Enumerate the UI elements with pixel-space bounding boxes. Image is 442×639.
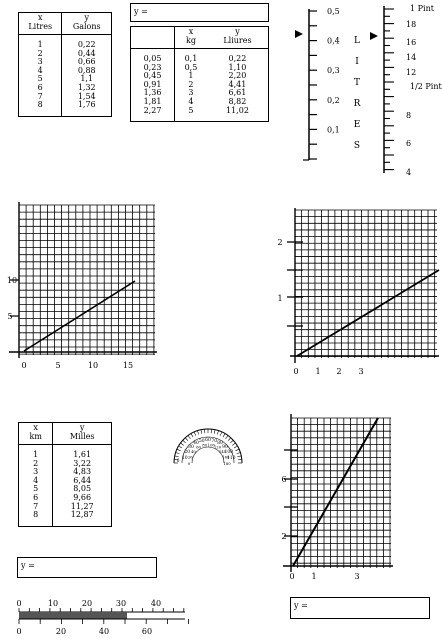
table-cell: 3 [37,57,43,67]
scale-label: 6 [406,139,412,148]
ruler-bar [19,612,127,619]
table-cell: 11,02 [226,105,249,115]
ruler-label-top: 20 [81,599,93,608]
answer-label: y = [294,601,308,610]
vertical-letter: R [353,99,361,109]
table-cell: 8,05 [53,485,112,494]
ruler-label-top: 10 [47,599,59,608]
table-cell: 4 [33,475,39,485]
dial-tick [191,434,193,437]
table-row [19,35,112,50]
dial-label: 0 [176,459,180,464]
scale-label: 0,3 [327,66,340,76]
table-cell: 12,87 [53,511,112,526]
dial-tick [185,438,188,441]
header-y-lliures: y Lliures [207,27,269,49]
header-x-km: x km [19,423,53,445]
table-row [19,67,112,76]
table-cell: 6,44 [53,477,112,486]
table-cell: 6,61 [228,88,247,98]
table-cell: 0,5 [175,64,207,73]
table-cell: 0,22 [62,35,112,50]
table-cell: 0,45 [143,71,162,81]
dial-tick [237,452,241,453]
ruler-label-bottom: 40 [98,627,110,636]
kg-table-body [131,49,269,122]
x-tick-label: 0 [293,367,299,376]
graph-left [5,200,165,390]
pointer-arrow-icon [370,32,378,40]
dial-tick [179,446,182,448]
x-tick-label: 5 [55,361,61,370]
dial-label: 10 [181,455,188,461]
dial-tick [194,432,196,436]
table-cell: 0,91 [143,79,162,89]
dial-tick [180,443,183,445]
table-cell: 7 [37,91,43,101]
ruler-label-bottom: 60 [141,627,153,636]
scale-label: 1/2 Pint [410,82,442,91]
dial-tick [217,431,218,435]
speedometer-icon [168,415,248,475]
table-row [19,511,112,526]
graph-bottom-grid [291,418,391,568]
table-cell: 2,27 [143,105,162,115]
dial-tick [230,440,233,443]
x-tick-label: 15 [122,361,134,370]
dial-tick [228,438,231,441]
table-cell: 2 [175,81,207,90]
scale-label: 0,2 [327,95,340,105]
table-cell: 1,36 [143,88,162,98]
dial-label: 50 [198,438,205,444]
table-cell: 11,27 [53,503,112,512]
litres-scale [295,5,361,175]
dial-label: 100 [224,450,234,455]
answer-box-bottom-left[interactable] [17,557,157,578]
scale-label: 18 [406,20,417,29]
table-cell: 4 [37,65,43,75]
header-y-milles: y Milles [53,423,112,445]
pints-scale [370,3,440,178]
table-cell: 4,41 [228,79,247,89]
dial-tick [214,430,215,434]
y-tick-label: 6 [281,475,287,484]
scale-label: 12 [406,68,417,77]
dial-label: 0 [187,461,191,466]
table-row [19,84,112,93]
table-cell: 1,81 [143,96,162,106]
dial-tick [175,456,179,457]
scale-label: 8 [406,111,412,120]
answer-label: y = [21,561,35,570]
ruler-label-top: 30 [115,599,127,608]
litres-galons-table [18,12,112,117]
table-row [19,50,112,59]
x-tick-label: 3 [354,572,360,581]
x-tick-label: 0 [289,572,295,581]
table-cell: 0,44 [62,50,112,59]
table-cell: 7 [33,501,39,511]
table-cell: 6 [33,492,39,502]
table-cell: 0,88 [62,67,112,76]
dial-tick [226,435,228,438]
table-cell: 1,32 [62,84,112,93]
table-row [19,58,112,67]
table-cell: 3 [175,89,207,98]
dial-label: 90 [222,445,228,451]
header-x-kg: x kg [175,27,207,49]
table-cell: 1,61 [53,445,112,460]
distance-ruler [15,598,185,638]
table-cell: 1,1 [62,75,112,84]
dial-tick [183,440,186,443]
vertical-letter: T [353,78,361,88]
x-tick-label: 0 [21,361,27,370]
dial-tick [197,431,198,435]
answer-box-bottom-right[interactable] [290,597,430,619]
table-cell: 0,66 [62,58,112,67]
table-row [131,49,269,64]
scale-label: 4 [406,168,412,177]
dial-tick [177,449,181,451]
x-tick-label: 1 [315,367,321,376]
graph-right [277,208,435,403]
dial-label: 80 [217,441,223,447]
x-tick-label: 2 [336,367,342,376]
table-cell: 5 [175,107,207,122]
x-tick-label: 3 [358,367,364,376]
table-cell: 1,54 [62,93,112,102]
dial-label: 120 [213,444,222,450]
vertical-letter: I [355,57,359,67]
vertical-letter: L [354,36,360,46]
dial-tick [188,435,190,438]
table-cell: 1,76 [62,101,112,116]
scale-label: 0,5 [327,7,340,16]
table-cell: 4 [175,98,207,107]
table-cell: 5 [37,74,43,84]
km-table-body [19,445,112,527]
table-cell: 6 [37,82,43,92]
pointer-arrow-icon [295,30,303,38]
litres-table-body [19,35,112,117]
dial-label: 80 [202,442,208,448]
header-x-litres: x Litres [19,13,62,35]
ruler-label-top: 0 [16,599,22,608]
x-tick-label: 10 [87,361,99,370]
table-row [19,93,112,102]
y-tick-label: 2 [277,238,283,247]
table-cell: 1 [175,72,207,81]
scale-label: 0,1 [327,125,340,135]
table-cell: 4,83 [53,468,112,477]
table-cell: 8,82 [228,96,247,106]
vertical-letter: E [353,120,361,130]
y-tick-label: 10 [6,276,18,285]
table-cell: 2,20 [228,71,247,81]
y-tick-label: 2 [281,532,287,541]
dial-label: 20 [184,450,191,455]
vertical-letter: S [353,141,361,151]
scale-label: 14 [406,53,417,62]
dial-label: 160 [222,454,230,460]
ruler-label-bottom: 20 [55,627,67,636]
scale-label: 0,4 [327,36,340,46]
header-blank [131,27,175,49]
dial-tick [237,456,241,457]
dial-tick [232,443,235,445]
table-cell: 9,66 [53,494,112,503]
table-row [19,101,112,116]
table-cell: 0,23 [143,62,162,72]
table-cell: 0,22 [228,54,247,63]
header-y-galons: y Galons [62,13,112,35]
dial-label: 70 [211,438,218,444]
x-tick-label: 1 [311,572,317,581]
kg-lliures-table [130,26,269,122]
dial-label: 140 [218,448,227,454]
km-milles-table [18,422,112,527]
table-row [19,75,112,84]
table-cell: 0,05 [143,54,162,63]
dial-label: 40 [193,441,199,447]
table-row [131,107,269,122]
table-cell: 1 [37,40,43,49]
ruler-label-top: 40 [150,599,162,608]
dial-tick [220,432,222,436]
table-cell: 1 [33,450,39,459]
ruler-label-bottom: 0 [16,627,22,636]
dial-label: 20 [187,454,193,460]
dial-tick [235,449,239,451]
dial-label: 40 [191,448,196,454]
y-tick-label: 5 [7,312,13,321]
table-cell: 8 [37,100,43,110]
answer-label: y = [134,7,148,16]
table-cell: 3,22 [53,460,112,469]
table-row [19,445,112,460]
dial-tick [201,430,202,434]
dial-tick [223,434,225,437]
y-tick-label: 1 [277,294,283,303]
dial-label: 30 [188,445,194,451]
dial-label: 60 [196,444,201,450]
scale-label: 16 [406,38,417,47]
table-cell: 5 [33,484,39,494]
graph-bottom [283,412,393,587]
table-cell: 3 [33,467,39,477]
table-cell: 1,10 [228,62,247,72]
scale-label: 1 Pint [410,4,434,13]
table-cell: 2 [37,48,43,58]
table-cell: 0,1 [175,49,207,64]
table-cell: 8 [33,510,39,520]
answer-box-top[interactable] [130,3,269,22]
dial-tick [234,446,237,448]
dial-label: 100 [207,442,215,448]
dial-label: 180 [223,461,231,466]
table-cell: 2 [33,458,39,468]
dial-tick [176,452,180,453]
dial-label: 60 [205,438,211,443]
graph-left-grid [19,205,155,355]
dial-label: 110 [226,455,236,461]
